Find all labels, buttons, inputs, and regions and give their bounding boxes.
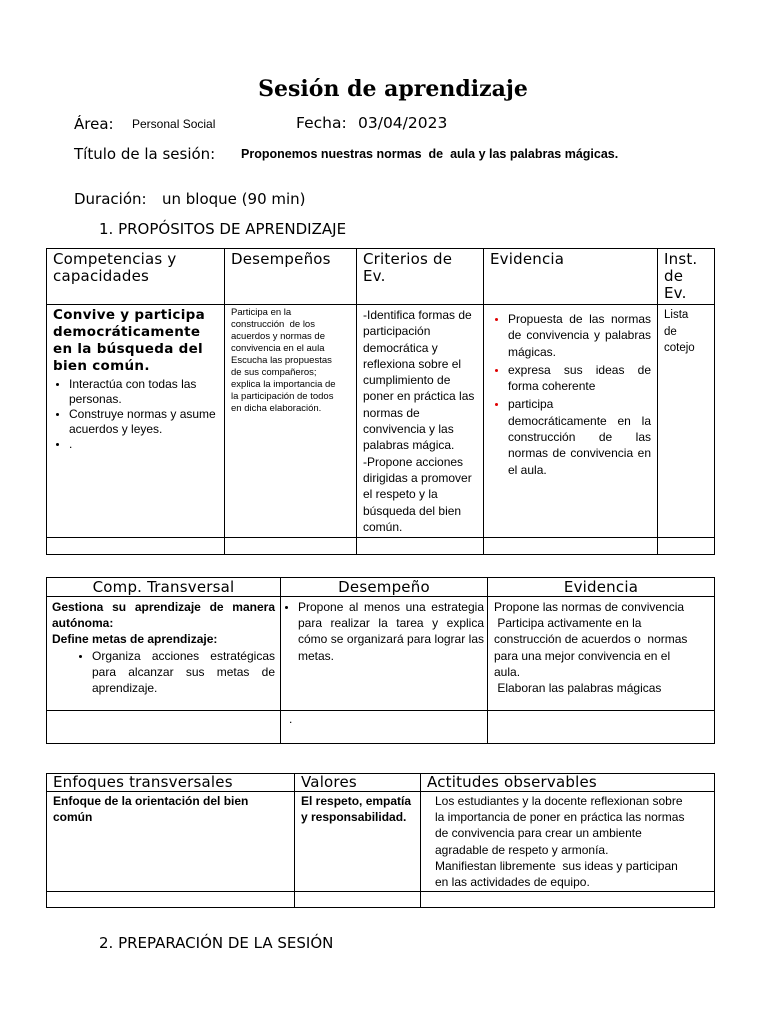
evidencia-cell xyxy=(488,597,715,711)
actitudes-cell xyxy=(421,792,715,892)
text-line: de convivencia para crear un ambiente xyxy=(435,826,642,841)
empty-cell xyxy=(225,538,357,555)
text-line: el respeto y la xyxy=(363,487,438,502)
comp-intro: Gestiona su aprendizaje de manera autónoma: xyxy=(52,600,275,631)
text-line: Enfoque de la orientación del bien xyxy=(53,794,249,808)
capacidades-list xyxy=(53,377,218,452)
list-item: • Propone al menos una estrategia para realizar la tarea y explica cómo se organizará para lograr las metas. xyxy=(298,599,484,664)
text-line: aula. xyxy=(494,664,521,679)
text-line: explica la importancia de xyxy=(231,379,336,390)
section2-heading: 2. PREPARACIÓN DE LA SESIÓN xyxy=(99,934,334,952)
text-line: Los estudiantes y la docente reflexionan sobre xyxy=(435,794,683,808)
header-desempeno: Desempeño xyxy=(281,578,488,597)
text-line: El respeto, empatía xyxy=(301,794,412,808)
document-title: Sesión de aprendizaje xyxy=(258,76,528,102)
fecha-value: 03/04/2023 xyxy=(358,114,448,132)
text-line: y responsabilidad. xyxy=(301,810,407,825)
text-line: de sus compañeros; xyxy=(231,367,317,378)
empty-cell xyxy=(488,711,715,744)
header-instrumento: Inst. de Ev. xyxy=(658,249,715,305)
text-line: de xyxy=(664,325,677,338)
section1-heading: 1. PROPÓSITOS DE APRENDIZAJE xyxy=(99,220,347,238)
fecha-label: Fecha: xyxy=(296,114,347,132)
empty-cell xyxy=(421,892,715,908)
duracion-label: Duración: xyxy=(74,190,147,208)
text-line: construcción de acuerdos o normas xyxy=(494,632,688,647)
text-line: -Identifica formas de xyxy=(363,308,472,322)
header-criterios: Criterios de Ev. xyxy=(357,249,484,305)
header-competencias: Competencias y capacidades xyxy=(47,249,225,305)
empty-cell xyxy=(658,538,715,555)
text-line: convivencia en el aula xyxy=(231,343,325,354)
text-line: cotejo xyxy=(664,342,695,354)
titulo-label: Título de la sesión: xyxy=(74,145,216,163)
empty-cell xyxy=(47,538,225,555)
text-line: cumplimiento de xyxy=(363,373,451,388)
empty-cell xyxy=(357,538,484,555)
text-line: agradable de respeto y armonía. xyxy=(435,842,609,857)
header-evidencia: Evidencia xyxy=(484,249,658,305)
text-line: -Propone acciones xyxy=(363,454,464,469)
comp-define: Define metas de aprendizaje: xyxy=(52,632,218,647)
dot-cell: . xyxy=(281,711,488,744)
comp-transversal-cell xyxy=(47,597,281,711)
header-enfoques: Enfoques transversales xyxy=(47,774,295,792)
evidencia-cell xyxy=(484,305,658,538)
text-line: Elaboran las palabras mágicas xyxy=(494,681,662,696)
empty-cell xyxy=(47,711,281,744)
empty-cell xyxy=(295,892,421,908)
header-desempenos: Desempeños xyxy=(225,249,357,305)
desempenos-cell xyxy=(225,305,357,538)
list-item: • Propuesta de las normas de convivencia y palabras mágicas. xyxy=(508,311,651,360)
text-line: la participación de todos xyxy=(231,391,334,402)
text-line: Participa en la xyxy=(231,307,292,318)
list-item: • Interactúa con todas las personas. xyxy=(69,377,218,407)
text-line: común xyxy=(53,810,93,825)
list-item: • expresa sus ideas de forma coherente xyxy=(508,362,651,395)
competencia-title: Convive y participa democráticamente en la búsqueda del bien común. xyxy=(53,307,205,374)
text-line: Participa activamente en la xyxy=(494,616,642,631)
text-line: reflexiona sobre el xyxy=(363,356,462,371)
enfoque-cell xyxy=(47,792,295,892)
list-item: • Construye normas y asume acuerdos y leyes. xyxy=(69,407,218,437)
instrumento-cell xyxy=(658,305,715,538)
area-label: Área: xyxy=(74,115,114,133)
text-line: dirigidas a promover xyxy=(363,470,472,485)
duracion-value: un bloque (90 min) xyxy=(162,190,306,208)
desempeno-cell xyxy=(281,597,488,711)
evidencias-list xyxy=(490,311,651,478)
text-line: Manifiestan libremente sus ideas y participan xyxy=(435,858,678,873)
comp-list xyxy=(52,648,275,697)
text-line: Propone las normas de convivencia xyxy=(494,600,685,614)
list-item: • participa democráticamente en la construcción de las normas de convivencia en el aula. xyxy=(508,396,651,477)
empty-cell xyxy=(47,892,295,908)
text-line: convivencia y las xyxy=(363,422,454,437)
text-line: la importancia de poner en práctica las normas xyxy=(435,810,685,825)
text-line: para una mejor convivencia en el xyxy=(494,648,671,663)
propositos-table xyxy=(46,248,715,555)
text-line: palabras mágica. xyxy=(363,438,455,453)
text-line: normas de xyxy=(363,405,420,420)
text-line: en las actividades de equipo. xyxy=(435,875,590,890)
competencia-cell xyxy=(47,305,225,538)
text-line: democrática y xyxy=(363,340,438,355)
desempeno-list xyxy=(284,599,484,664)
enfoques-table xyxy=(46,773,715,908)
header-valores: Valores xyxy=(295,774,421,792)
text-line: construcción de los xyxy=(231,319,315,330)
text-line: participación xyxy=(363,324,431,339)
criterios-cell xyxy=(357,305,484,538)
text-line: Escucha las propuestas xyxy=(231,355,332,366)
empty-cell xyxy=(484,538,658,555)
list-item: • Organiza acciones estratégicas para alcanzar sus metas de aprendizaje. xyxy=(92,648,275,697)
text-line: Lista xyxy=(664,309,689,321)
titulo-value: Proponemos nuestras normas de aula y las palabras mágicas. xyxy=(241,147,619,161)
list-item: • . xyxy=(69,437,218,452)
text-line: común. xyxy=(363,519,403,534)
text-line: en dicha elaboración. xyxy=(231,403,322,414)
text-line: poner en práctica las xyxy=(363,389,475,404)
header-comp-transversal: Comp. Transversal xyxy=(47,578,281,597)
transversal-table xyxy=(46,577,715,744)
valores-cell xyxy=(295,792,421,892)
text-line: acuerdos y normas de xyxy=(231,331,325,342)
header-actitudes: Actitudes observables xyxy=(421,774,715,792)
area-value: Personal Social xyxy=(132,117,216,131)
text-line: búsqueda del bien xyxy=(363,503,462,518)
header-evidencia: Evidencia xyxy=(488,578,715,597)
